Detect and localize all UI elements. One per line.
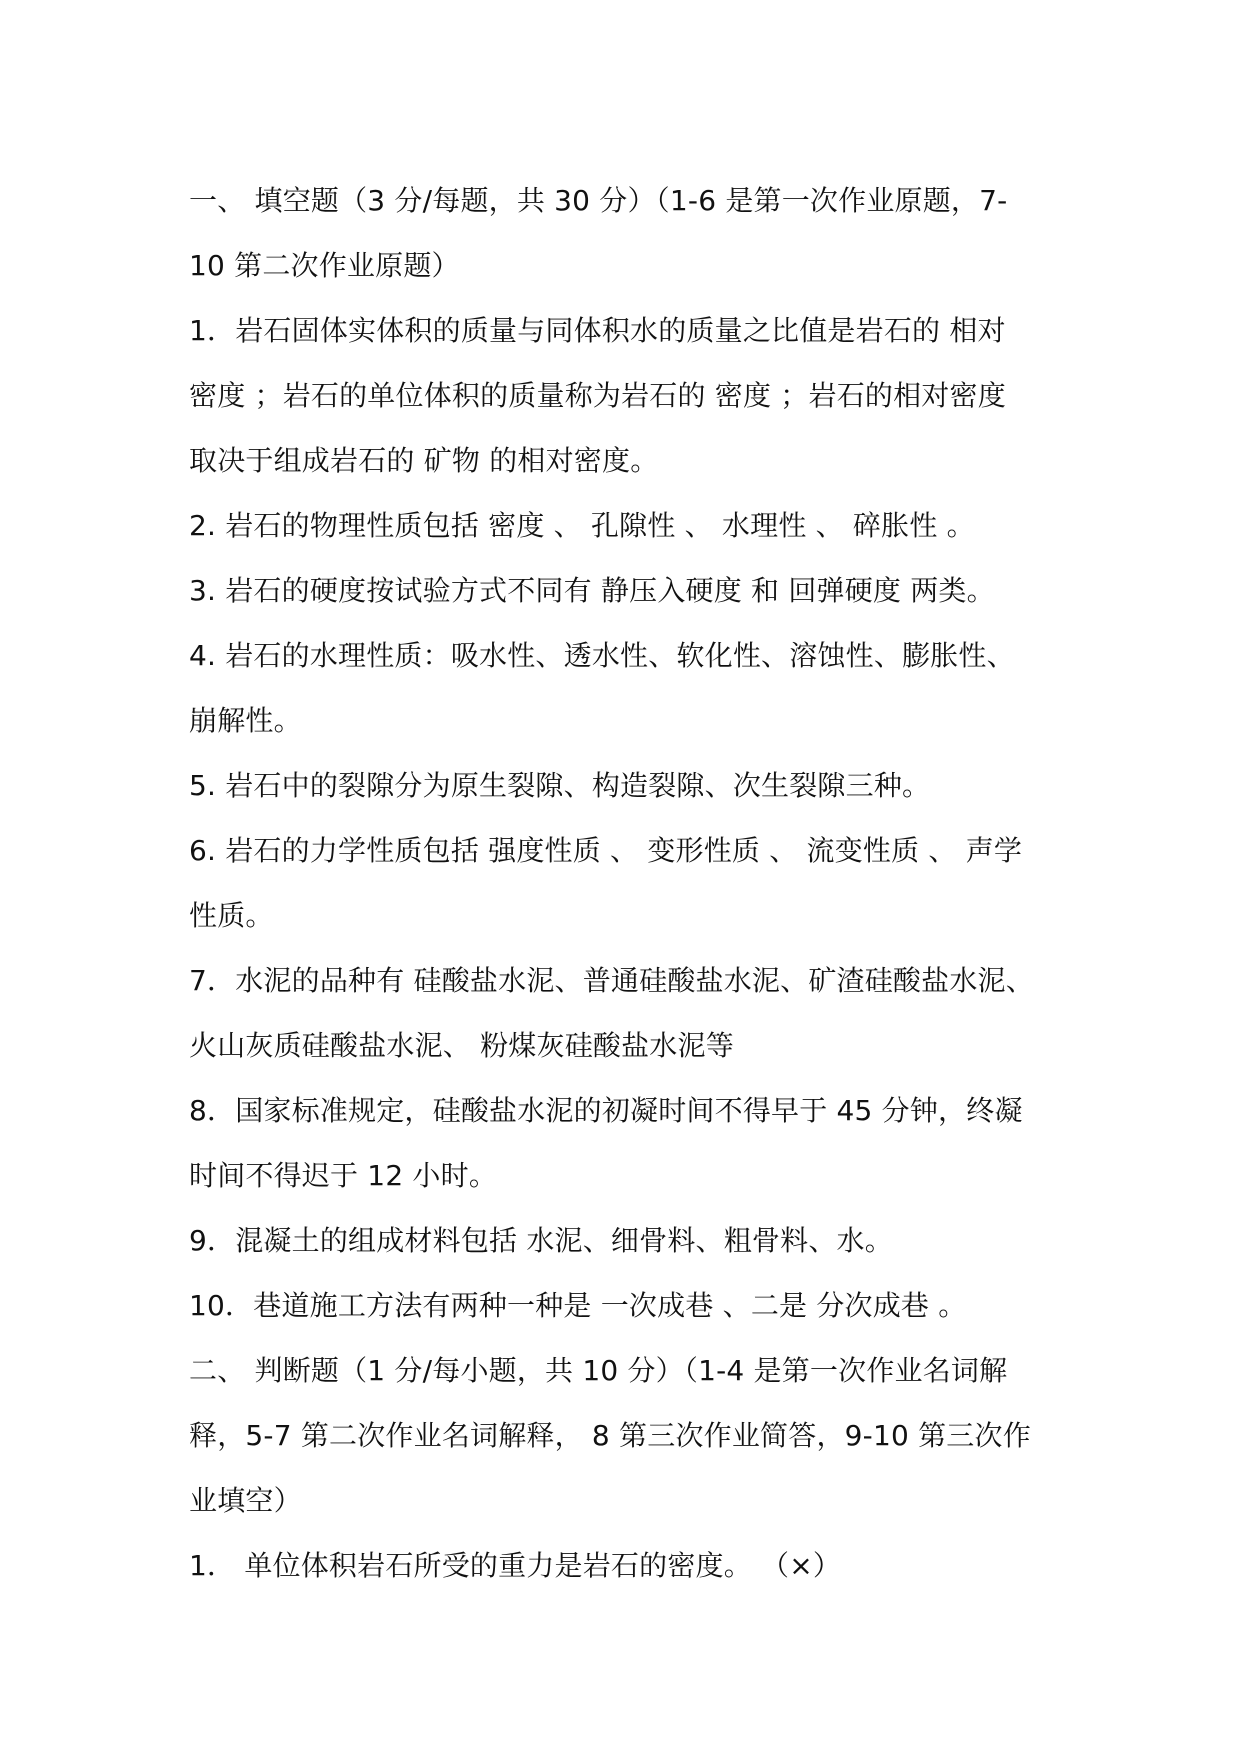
question-4-line-2: 崩解性。: [189, 704, 302, 737]
question-7-line-2: 火山灰质硅酸盐水泥、 粉煤灰硅酸盐水泥等: [189, 1029, 734, 1062]
question-2: 2. 岩石的物理性质包括 密度 、 孔隙性 、 水理性 、 碎胀性 。: [189, 509, 975, 542]
question-10: 10．巷道施工方法有两种一种是 一次成巷 、二是 分次成巷 。: [189, 1289, 967, 1322]
question-7-line-1: 7．水泥的品种有 硅酸盐水泥、普通硅酸盐水泥、矿渣硅酸盐水泥、: [189, 964, 1034, 997]
question-5: 5. 岩石中的裂隙分为原生裂隙、构造裂隙、次生裂隙三种。: [189, 769, 931, 802]
question-8-line-1: 8．国家标准规定，硅酸盐水泥的初凝时间不得早于 45 分钟，终凝: [189, 1094, 1023, 1127]
question-9: 9．混凝土的组成材料包括 水泥、细骨料、粗骨料、水。: [189, 1224, 893, 1257]
document-page: [189, 168, 1059, 1598]
section-heading-true-false: 二、 判断题（1 分/每小题，共 10 分）（1-4 是第一次作业名词解: [189, 1354, 1008, 1387]
question-6-line-1: 6. 岩石的力学性质包括 强度性质 、 变形性质 、 流变性质 、 声学: [189, 834, 1023, 867]
question-4-line-1: 4. 岩石的水理性质：吸水性、透水性、软化性、溶蚀性、膨胀性、: [189, 639, 1015, 672]
question-8-line-2: 时间不得迟于 12 小时。: [189, 1159, 498, 1192]
section-heading-fill-in: 一、 填空题（3 分/每题，共 30 分）（1-6 是第一次作业原题，7-: [189, 184, 1008, 217]
question-1-line-2: 密度 ；岩石的单位体积的质量称为岩石的 密度 ；岩石的相对密度: [189, 379, 1006, 412]
judgement-question-1: 1． 单位体积岩石所受的重力是岩石的密度。 （×）: [189, 1549, 842, 1582]
question-1-line-1: 1．岩石固体实体积的质量与同体积水的质量之比值是岩石的 相对: [189, 314, 1006, 347]
section-heading-true-false-cont-1: 释，5-7 第二次作业名词解释， 8 第三次作业简答，9-10 第三次作: [189, 1419, 1031, 1452]
question-1-line-3: 取决于组成岩石的 矿物 的相对密度。: [189, 444, 659, 477]
question-3: 3. 岩石的硬度按试验方式不同有 静压入硬度 和 回弹硬度 两类。: [189, 574, 995, 607]
section-heading-fill-in-cont: 10 第二次作业原题）: [189, 249, 460, 282]
section-heading-true-false-cont-2: 业填空）: [189, 1484, 302, 1517]
question-6-line-2: 性质。: [189, 899, 274, 932]
